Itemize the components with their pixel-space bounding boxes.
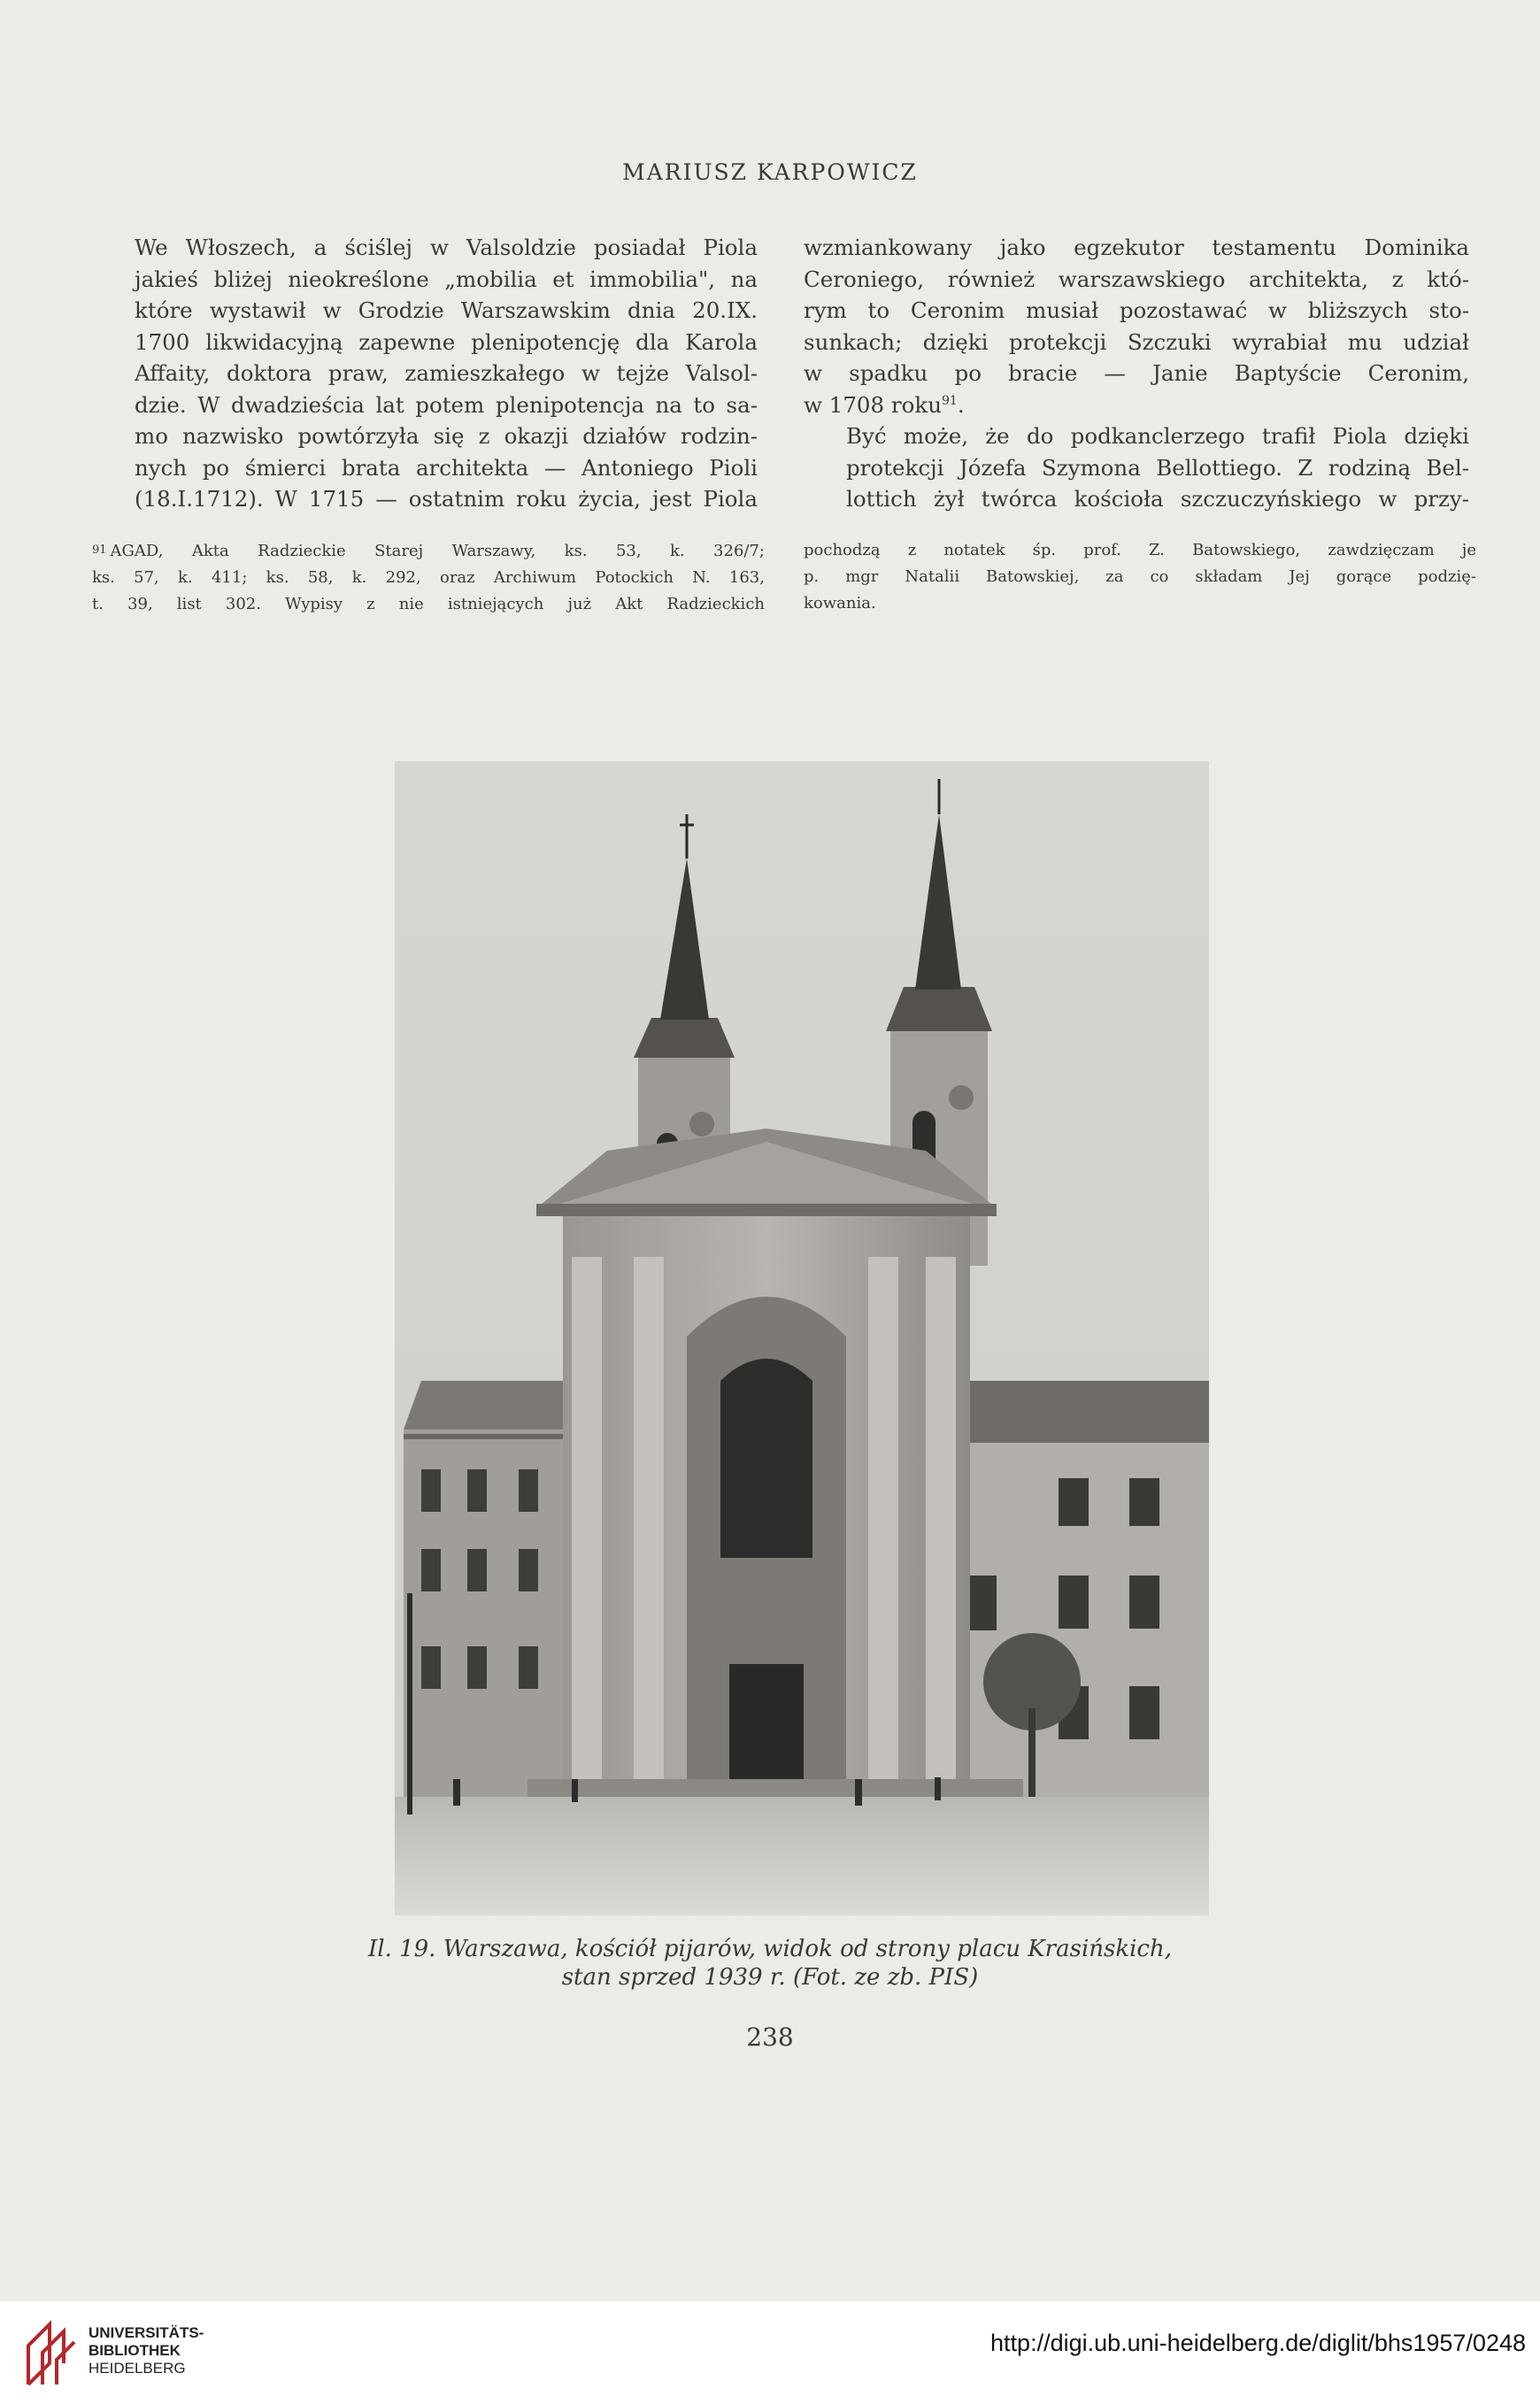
text-line: 1700 likwidacyjną zapewne plenipotencję dla Karola: [135, 328, 758, 355]
footnote-line: ks. 57, k. 411; ks. 58, k. 292, oraz Archiwum Potockich N. 163,: [92, 568, 765, 587]
figure-caption: [0, 1935, 1540, 1992]
page-number: 238: [746, 2023, 794, 2052]
running-head: MARIUSZ KARPOWICZ: [622, 159, 918, 185]
church-illustration: [395, 761, 1209, 1915]
footnote-line: t. 39, list 302. Wypisy z nie istniejących już Akt Radzieckich: [92, 595, 765, 613]
text-line: protekcji Józefa Szymona Bellottiego. Z rodziną Bel-: [846, 454, 1469, 481]
text-line: (18.I.1712). W 1715 — ostatnim roku życia, jest Piola: [135, 486, 758, 512]
footnote-left-column: [92, 537, 765, 618]
text-line: lottich żył twórca kościoła szczuczyńskiego w przy-: [846, 486, 1469, 512]
right-paragraph-1: [804, 232, 1469, 420]
text-line: Być może, że do podkanclerzego trafił Piola dzięki: [846, 423, 1469, 449]
footnote-line: [92, 537, 765, 565]
left-text-column: [92, 232, 758, 515]
library-name: [89, 2324, 204, 2377]
text-line: Affaity, doktora praw, zamieszkałego w tejże Valsol-: [135, 360, 758, 386]
footnote-ref: 91: [941, 393, 958, 408]
library-name-line: HEIDELBERG: [89, 2360, 186, 2377]
text-fragment: .: [957, 391, 965, 418]
text-line: Ceroniego, również warszawskiego architekta, z któ-: [804, 266, 1469, 292]
footnote-text: AGAD, Akta Radzieckie Starej Warszawy, ks. 53, k. 326/7;: [110, 542, 765, 560]
text-line: w spadku po bracie — Janie Baptyście Ceronim,: [804, 360, 1469, 386]
church-photograph: [395, 761, 1209, 1915]
right-paragraph-2: [804, 420, 1469, 515]
footnote-line: kowania.: [804, 594, 876, 613]
footnote-line: p. mgr Natalii Batowskiej, za co składam Jej gorące podzię-: [804, 567, 1476, 586]
text-fragment: w 1708 roku: [804, 391, 942, 418]
text-line: sunkach; dzięki protekcji Szczuki wyrabiał mu udział: [804, 328, 1469, 355]
university-library-logo-icon: [23, 2319, 80, 2390]
footnote-right-column: [804, 537, 1476, 617]
footnote-line: pochodzą z notatek śp. prof. Z. Batowskiego, zawdzięczam je: [804, 541, 1476, 559]
right-text-column: [804, 232, 1469, 515]
text-line: wzmiankowany jako egzekutor testamentu Dominika: [804, 235, 1469, 260]
text-line: We Włoszech, a ściślej w Valsoldzie posiadał Piola: [135, 235, 758, 260]
text-line: mo nazwisko powtórzyła się z okazji działów rodzin-: [135, 423, 758, 449]
text-line: nych po śmierci brata architekta — Antoniego Pioli: [135, 454, 758, 481]
caption-line: Il. 19. Warszawa, kościół pijarów, widok od strony placu Krasińskich,: [367, 1936, 1173, 1962]
text-line: rym to Ceronim musiał pozostawać w bliższych sto-: [804, 297, 1469, 323]
text-line: [804, 389, 1469, 421]
left-paragraph: [92, 232, 758, 515]
library-name-line: BIBLIOTHEK: [89, 2342, 181, 2359]
text-line: jakieś bliżej nieokreślone „mobilia et immobilia", na: [135, 266, 758, 292]
library-name-line: UNIVERSITÄTS-: [89, 2324, 204, 2341]
source-url-link[interactable]: http://digi.ub.uni-heidelberg.de/diglit/bhs1957/0248: [990, 2330, 1526, 2356]
text-line: które wystawił w Grodzie Warszawskim dnia 20.IX.: [135, 297, 758, 323]
caption-line: stan sprzed 1939 r. (Fot. ze zb. PIS): [561, 1964, 979, 1991]
digitization-footer: [0, 2301, 1540, 2404]
footnote-number: 91: [92, 543, 107, 557]
text-line: dzie. W dwadzieścia lat potem plenipotencja na to sa-: [135, 391, 758, 418]
